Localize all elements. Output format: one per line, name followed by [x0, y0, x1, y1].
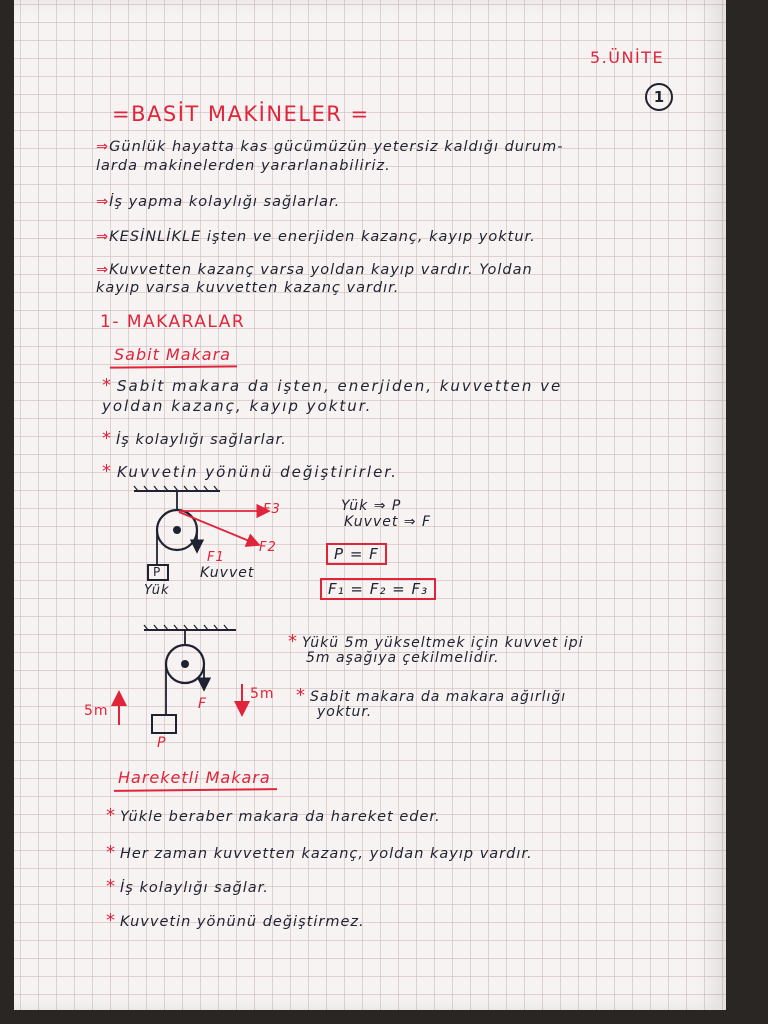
arrow-bullet-icon: ⇒: [96, 229, 110, 245]
arrow-bullet-icon: ⇒: [96, 139, 110, 155]
intro-text-line: İş yapma kolaylığı sağlarlar.: [109, 194, 341, 210]
bullet-text-line: Kuvvetin yönünü değiştirirler.: [117, 463, 398, 481]
page-number: 1: [645, 83, 673, 111]
label-f2: F2: [259, 540, 277, 555]
label-yuk: Yük: [144, 583, 170, 598]
intro-text-line: Günlük hayatta kas gücümüzün yetersiz kaldığı durum-: [109, 139, 564, 155]
label-kuvvet: Kuvvet: [200, 565, 255, 581]
bullet-text-line: İş kolaylığı sağlarlar.: [116, 432, 287, 448]
asterisk-bullet-icon: *: [102, 428, 112, 449]
note-text-line: Sabit makara da makara ağırlığı: [310, 689, 567, 705]
ceiling-hatch: [134, 486, 220, 511]
section-heading-makaralar: 1- MAKARALAR: [100, 312, 246, 332]
intro-text-line: KESİNLİKLE işten ve enerjiden kazanç, kayıp yoktur.: [109, 229, 536, 245]
pulley-axle: [181, 660, 189, 668]
intro-text-line: Kuvvetten kazanç varsa yoldan kayıp vardır. Yoldan: [109, 262, 533, 278]
subheading-sabit-makara: Sabit Makara: [114, 345, 231, 364]
label-p2: P: [157, 735, 167, 751]
pulley-axle: [173, 526, 181, 534]
asterisk-bullet-icon: *: [296, 685, 306, 706]
notebook-page: [14, 0, 726, 1010]
legend-load: Yük ⇒ P: [341, 498, 402, 514]
bullet-text-line: İş kolaylığı sağlar.: [120, 880, 269, 896]
legend-force: Kuvvet ⇒ F: [344, 514, 432, 530]
label-f: F: [198, 696, 208, 712]
asterisk-bullet-icon: *: [102, 375, 113, 396]
note-text-line: yoktur.: [317, 704, 373, 720]
arrow-bullet-icon: ⇒: [96, 262, 110, 278]
force-f2-arrow: [179, 512, 259, 545]
asterisk-bullet-icon: *: [106, 842, 116, 863]
note-text-line: Yükü 5m yükseltmek için kuvvet ipi: [302, 635, 584, 651]
bullet-text-line: Kuvvetin yönünü değiştirmez.: [120, 914, 365, 930]
bullet-text-line: Her zaman kuvvetten kazanç, yoldan kayıp vardır.: [120, 846, 533, 862]
intro-text-line: kayıp varsa kuvvetten kazanç vardır.: [96, 280, 400, 296]
arrow-bullet-icon: ⇒: [96, 194, 110, 210]
asterisk-bullet-icon: *: [288, 631, 298, 652]
label-f3: F3: [263, 502, 281, 517]
note-text-line: 5m aşağıya çekilmelidir.: [306, 650, 500, 666]
formula-forces-equal: F₁ = F₂ = F₃: [320, 578, 436, 600]
subheading-hareketli-makara: Hareketli Makara: [118, 768, 271, 787]
bullet-text-line: Sabit makara da işten, enerjiden, kuvvetten ve: [117, 377, 563, 395]
label-f1: F1: [207, 550, 225, 565]
asterisk-bullet-icon: *: [106, 910, 116, 931]
unit-label: 5.ÜNİTE: [590, 48, 665, 67]
label-right-distance: 5m: [250, 686, 275, 702]
load-block: [152, 715, 176, 733]
bullet-text-line: Yükle beraber makara da hareket eder.: [120, 809, 441, 825]
page-title: =BASİT MAKİNELER =: [112, 102, 370, 126]
intro-text-line: larda makinelerden yararlanabiliriz.: [96, 158, 391, 174]
formula-p-equals-f: P = F: [326, 543, 387, 565]
label-p: P: [153, 565, 162, 579]
ceiling-hatch: [144, 625, 236, 645]
label-left-distance: 5m: [84, 703, 109, 719]
asterisk-bullet-icon: *: [106, 805, 116, 826]
bullet-text-line: yoldan kazanç, kayıp yoktur.: [102, 397, 373, 415]
asterisk-bullet-icon: *: [106, 876, 116, 897]
asterisk-bullet-icon: *: [102, 461, 113, 482]
